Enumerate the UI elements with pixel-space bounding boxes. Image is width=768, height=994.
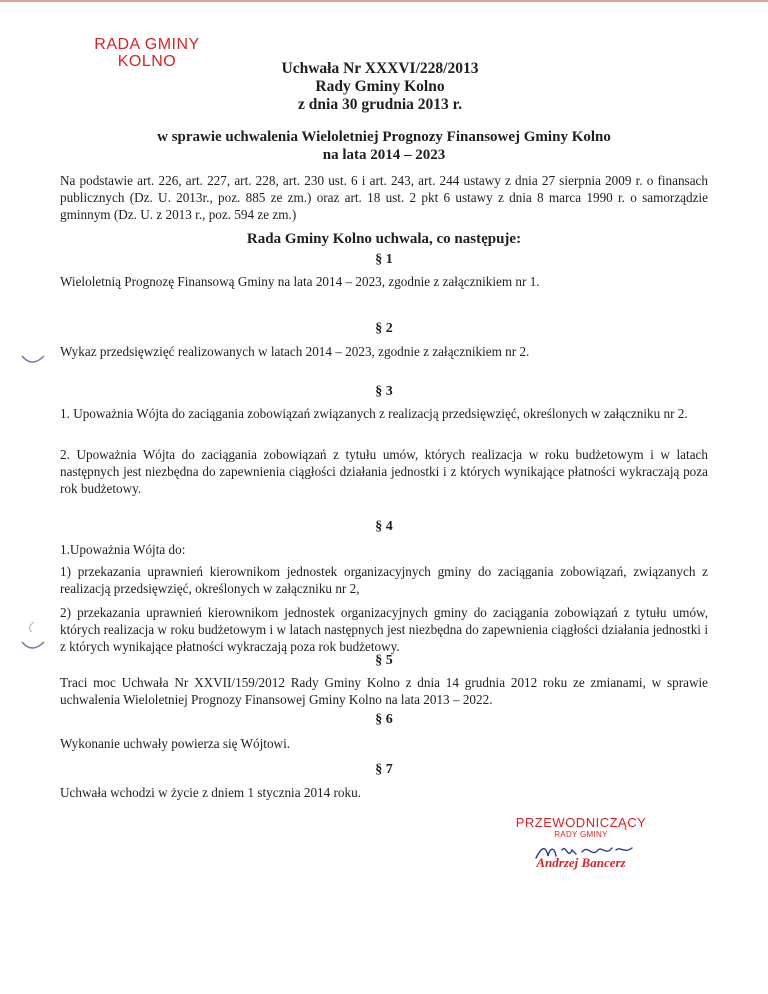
section-3-mark: § 3	[375, 384, 393, 399]
signature-stroke	[536, 848, 632, 858]
section-5-mark: § 5	[375, 653, 393, 668]
section-2-mark: § 2	[375, 321, 393, 336]
section-7-text: Uchwała wchodzi w życie z dniem 1 stycznia 2014 roku.	[60, 785, 362, 800]
legal-basis: Na podstawie art. 226, art. 227, art. 228, art. 230 ust. 6 i art. 243, art. 244 ustawy z dnia 27 sierpnia 2009 r. o finansach publicznych (Dz. U. 2013r., poz. 885 ze zm.) oraz art. 18 ust. 2 pkt 6 ustawy z dnia 8 marca 1990 r. o samorządzie gminnym (Dz. U. z 2013 r., poz. 594 ze zm.)	[60, 173, 708, 222]
section-7-mark: § 7	[375, 762, 393, 777]
resolution-subject	[60, 128, 708, 164]
section-6-mark: § 6	[375, 712, 393, 727]
section-4-intro: 1.Upoważnia Wójta do:	[60, 542, 186, 557]
chairman-stamp-subtitle: RADY GMINY	[554, 830, 608, 839]
scan-edge	[0, 0, 768, 2]
chairman-stamp-title: PRZEWODNICZĄCY	[515, 815, 647, 830]
punch-hole-mark-icon	[20, 352, 46, 370]
section-3-point-2: 2. Upoważnia Wójta do zaciągania zobowiązań z tytułu umów, których realizacja w roku budżetowym i w latach następnych jest niezbędna do zapewnienia ciągłości działania jednostki i z których wynikające płatności wykraczają poza rok budżetowy.	[60, 447, 708, 496]
section-2-text: Wykaz przedsięwzięć realizowanych w latach 2014 – 2023, zgodnie z załącznikiem nr 2.	[60, 344, 530, 359]
resolution-issuer: Rady Gminy Kolno	[315, 78, 445, 95]
resolution-number: Uchwała Nr XXXVI/228/2013	[281, 60, 479, 77]
section-1-text: Wieloletnią Prognozę Finansową Gminy na lata 2014 – 2023, zgodnie z załącznikiem nr 1.	[60, 274, 540, 289]
resolves-heading: Rada Gminy Kolno uchwala, co następuje:	[246, 231, 522, 247]
subject-line2: na lata 2014 – 2023	[322, 147, 446, 163]
chairman-name: Andrzej Bancerz	[536, 855, 626, 870]
council-stamp	[82, 36, 212, 70]
section-4-mark: § 4	[375, 519, 393, 534]
resolution-date: z dnia 30 grudnia 2013 r.	[298, 96, 462, 113]
punch-hole-mark-icon	[20, 620, 46, 654]
section-6-text: Wykonanie uchwały powierza się Wójtowi.	[60, 736, 291, 751]
resolution-header	[230, 60, 530, 114]
section-4-point-2: 2) przekazania uprawnień kierownikom jednostek organizacyjnych gminy do zaciągania zobowiązań z tytułu umów, których realizacja w roku budżetowym i w latach następnych jest niezbędna do zapewnienia ciągłości działania jednostki i z których wynikające płatności wykraczają poza rok budżetowy.	[60, 605, 708, 654]
section-4-point-1: 1) przekazania uprawnień kierownikom jednostek organizacyjnych gminy do zaciągania zobowiązań, związanych z realizacją przedsięwzięć, określonych w załączniku nr 2,	[60, 564, 708, 596]
section-3-point-1: 1. Upoważnia Wójta do zaciągania zobowiązań związanych z realizacją przedsięwzięć, określonych w załączniku nr 2.	[60, 406, 688, 421]
section-5-text: Traci moc Uchwała Nr XXVII/159/2012 Rady Gminy Kolno z dnia 14 grudnia 2012 roku ze zmianami, w sprawie uchwalenia Wieloletniej Prognozy Finansowej Gminy Kolno na lata 2013 – 2022.	[60, 675, 708, 707]
council-stamp-line2: KOLNO	[117, 53, 177, 70]
subject-line1: w sprawie uchwalenia Wieloletniej Prognozy Finansowej Gminy Kolno	[157, 129, 611, 145]
section-1-mark: § 1	[375, 252, 393, 267]
handwritten-signature	[532, 838, 642, 864]
council-stamp-line1: RADA GMINY	[94, 36, 200, 53]
